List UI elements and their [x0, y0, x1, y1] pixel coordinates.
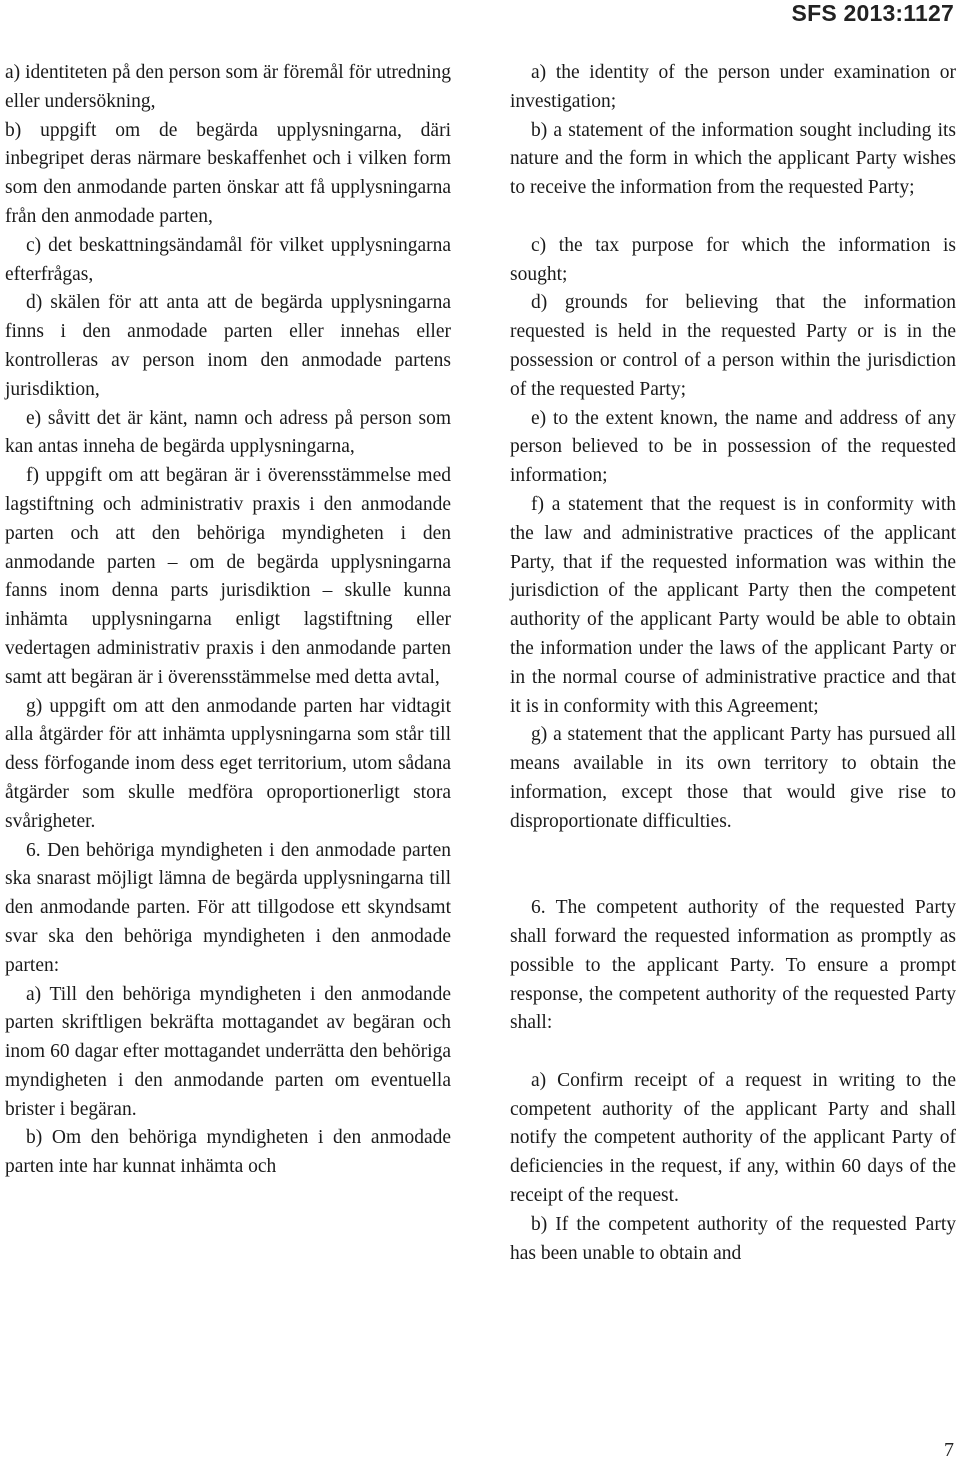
paragraph-d-en: d) grounds for believing that the information requested is held in the requested Party or is in the possession or control of a person within the jurisdiction of the requested Party; — [510, 292, 956, 400]
english-text-column — [510, 59, 956, 1268]
paragraph-c-sv: c) det beskattningsändamål för vilket upplysningarna efterfrågas, — [5, 234, 451, 285]
paragraph-a-sv: a) identiteten på den person som är föremål för utredning eller undersökning, — [5, 62, 451, 112]
paragraph-g-sv: g) uppgift om att den anmodande parten har vidtagit alla åtgärder för att inhämta upplysningarna som står till dess förfogande inom dess eget territorium, utom sådana åtgärder som skulle medföra oproportionerligt stora svårigheter. — [5, 695, 451, 832]
paragraph-e-en: e) to the extent known, the name and address of any person believed to be in possession of the requested information; — [510, 407, 956, 487]
paragraph-6b-en: b) If the competent authority of the requested Party has been unable to obtain and — [510, 1213, 956, 1264]
paragraph-6-en: 6. The competent authority of the requested Party shall forward the requested information as promptly as possible to the applicant Party. To ensure a prompt response, the competent authority of the requested Party shall: — [510, 897, 956, 1034]
paragraph-6a-en: a) Confirm receipt of a request in writing to the competent authority of the applicant Party and shall notify the competent authority of the applicant Party of deficiencies in the request, if any, within 60 days of the receipt of the request. — [510, 1069, 956, 1207]
paragraph-6b-sv: b) Om den behöriga myndigheten i den anmodade parten inte har kunnat inhämta och — [5, 1127, 451, 1178]
paragraph-f-en: f) a statement that the request is in conformity with the law and administrative practices of the applicant Party, that if the requested information was within the jurisdiction of the applicant Party then the competent authority of the applicant Party would be able to obtain the information under the laws of the applicant Party or in the normal course of administrative practice and that it is in conformity with this Agreement; — [510, 493, 956, 717]
swedish-text-column — [5, 59, 451, 1182]
paragraph-a-en: a) the identity of the person under examination or investigation; — [510, 62, 956, 112]
paragraph-f-sv: f) uppgift om att begäran är i överensstämmelse med lagstiftning och administrativ praxis i den anmodande parten och att den behöriga myndigheten i den anmodande parten – om de begärda upplysningarna fanns inom denna parts jurisdiktion – skulle kunna inhämta upplysningarna enligt lagstiftning eller vedertagen administrativ praxis i den anmodande parten samt att begäran är i överensstämmelse med detta avtal, — [5, 465, 451, 688]
paragraph-b-en: b) a statement of the information sought including its nature and the form in which the applicant Party wishes to receive the information from the requested Party; — [510, 119, 956, 199]
paragraph-g-en: g) a statement that the applicant Party has pursued all means available in its own territory to obtain the information, except those that would give rise to disproportionate difficulties. — [510, 724, 956, 832]
spacer — [510, 203, 956, 232]
document-reference: SFS 2013:1127 — [791, 0, 954, 26]
paragraph-6a-sv: a) Till den behöriga myndigheten i den anmodande parten skriftligen bekräfta mottagandet av begäran och inom 60 dagar efter mottagandet underrätta den behöriga myndigheten i den anmodande parten om eventuella brister i begäran. — [5, 983, 451, 1120]
page-number: 7 — [944, 1439, 954, 1461]
paragraph-d-sv: d) skälen för att anta att de begärda upplysningarna finns i den anmodade parten eller innehas eller kontrolleras av person inom den anmodade partens jurisdiktion, — [5, 292, 451, 400]
spacer — [510, 837, 956, 895]
paragraph-e-sv: e) såvitt det är känt, namn och adress på person som kan antas inneha de begärda upplysningarna, — [5, 407, 451, 458]
paragraph-6-sv: 6. Den behöriga myndigheten i den anmodade parten ska snarast möjligt lämna de begärda upplysningarna till den anmodande parten. För att tillgodose ett skyndsamt svar ska den behöriga myndigheten i den anmodade parten: — [5, 839, 451, 976]
paragraph-c-en: c) the tax purpose for which the information is sought; — [510, 234, 956, 285]
paragraph-b-sv: b) uppgift om de begärda upplysningarna, däri inbegripet deras närmare beskaffenhet och i vilken form som den anmodande parten önskar att få upplysningarna från den anmodade parten, — [5, 119, 451, 227]
spacer — [510, 1038, 956, 1067]
